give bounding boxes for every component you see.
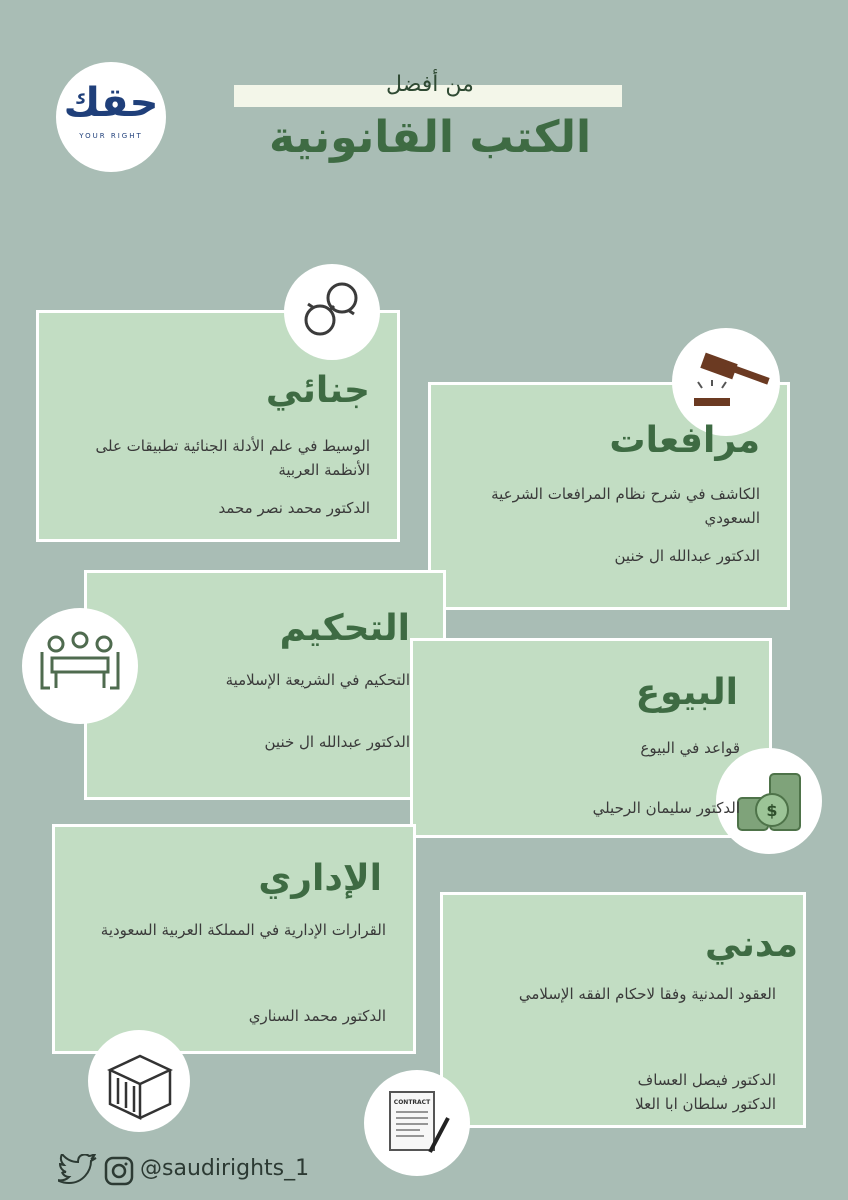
card-pleadings-heading: مرافعات (609, 420, 760, 461)
meeting-icon-circle (22, 608, 138, 724)
card-arbitration-heading: التحكيم (279, 608, 410, 649)
svg-text:$: $ (766, 801, 778, 820)
card-administrative-book: القرارات الإدارية في المملكة العربية السعودية (100, 921, 386, 939)
social-handle: @saudirights_1 (140, 1156, 310, 1181)
card-administrative-author: الدكتور محمد السناري (248, 1007, 386, 1025)
card-civil-book: العقود المدنية وفقا لاحكام الفقه الإسلامي (518, 985, 776, 1003)
meeting-icon (22, 608, 138, 724)
card-criminal-author: الدكتور محمد نصر محمد (218, 499, 370, 517)
card-pleadings-book: الكاشف في شرح نظام المرافعات الشرعية السعودي (491, 485, 760, 527)
card-arbitration-book: التحكيم في الشريعة الإسلامية (225, 671, 410, 689)
logo-circle (56, 62, 166, 172)
contract-icon (364, 1070, 470, 1176)
card-criminal-heading: جنائي (265, 370, 370, 411)
page-subtitle: من أفضل (386, 72, 474, 97)
card-civil-heading: مدني (704, 924, 798, 965)
twitter-icon (58, 1154, 98, 1186)
card-sales-book: قواعد في البيوع (640, 739, 740, 757)
contract-icon-circle (364, 1070, 470, 1176)
card-administrative-heading: الإداري (258, 858, 382, 899)
handcuffs-icon (284, 264, 380, 360)
logo-mark: حقك (63, 80, 159, 126)
instagram-icon (104, 1156, 134, 1186)
card-sales-author: الدكتور سليمان الرحيلي (592, 799, 740, 817)
card-criminal-book: الوسيط في علم الأدلة الجنائية تطبيقات على الأنظمة العربية (95, 437, 370, 479)
card-civil-author-2: الدكتور سلطان ابا العلا (635, 1095, 776, 1113)
card-civil-author-1: الدكتور فيصل العساف (637, 1071, 776, 1089)
building-icon (88, 1030, 190, 1132)
building-icon-circle (88, 1030, 190, 1132)
card-arbitration-author: الدكتور عبدالله ال خنين (264, 733, 410, 751)
card-sales-heading: البيوع (635, 672, 738, 713)
logo-text: YOUR RIGHT (79, 132, 143, 140)
card-pleadings-author: الدكتور عبدالله ال خنين (614, 547, 760, 565)
handcuffs-icon-circle (284, 264, 380, 360)
page-title: الكتب القانونية (268, 112, 592, 163)
svg-text:CONTRACT: CONTRACT (393, 1099, 431, 1106)
